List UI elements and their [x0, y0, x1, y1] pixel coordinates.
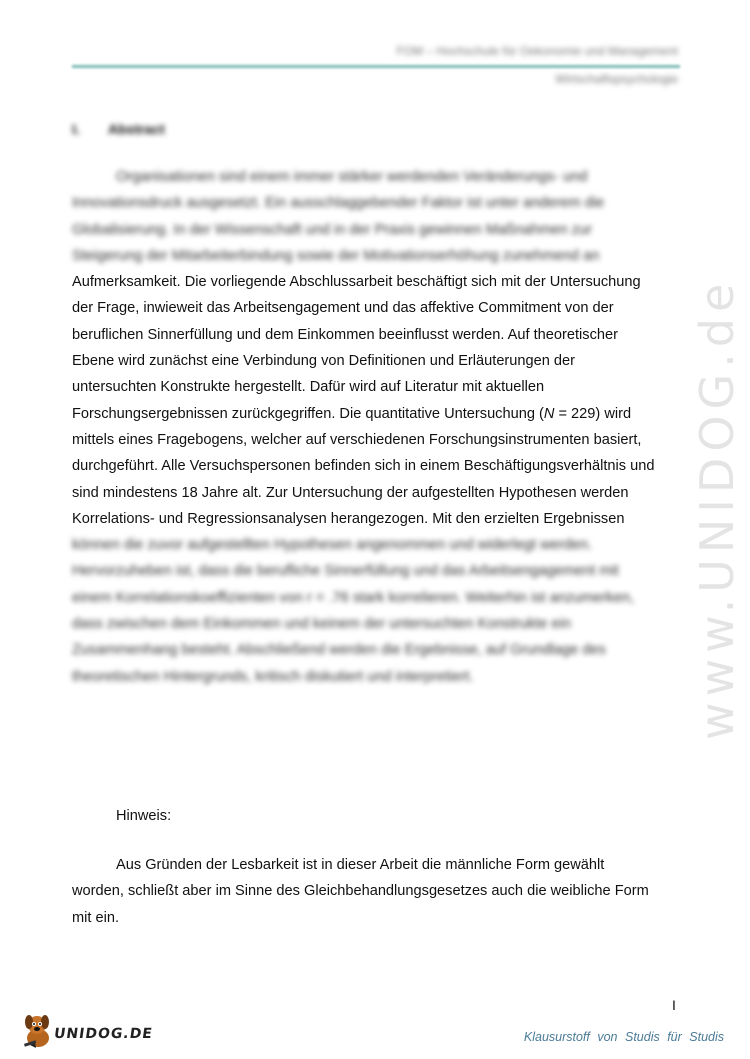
abstract-line: Aufmerksamkeit. Die vorliegende Abschlussarbeit beschäftigt sich mit der Untersuchung — [72, 274, 641, 291]
abstract-line: Globalisierung. In der Wissenschaft und in der Praxis gewinnen Maßnahmen zur — [72, 221, 592, 238]
header-rule — [72, 65, 680, 68]
section-number: I. — [72, 121, 80, 137]
abstract-line: Korrelations- und Regressionsanalysen herangezogen. Mit den erzielten Ergebnissen — [72, 510, 625, 527]
unidog-logo — [22, 1012, 162, 1052]
hint-paragraph — [72, 852, 680, 931]
sample-size-value: = 229) wird — [554, 405, 632, 422]
logo-text: UNIDOG.DE — [52, 1026, 154, 1042]
footer-slogan: Klausurstoff von Studis für Studis — [523, 1030, 724, 1044]
abstract-line: der Frage, inwieweit das Arbeitsengagement und das affektive Commitment von der — [72, 300, 614, 317]
watermark: www.UNIDOG.de — [690, 277, 744, 740]
abstract-line: beruflichen Sinnerfüllung und dem Einkommen beeinflusst werden. Auf theoretischer — [72, 326, 618, 343]
header-subject: Wirtschaftspsychologie — [555, 72, 678, 86]
sample-size-symbol: N — [543, 405, 555, 422]
abstract-line: sind mindestens 18 Jahre alt. Zur Untersuchung der aufgestellten Hypothesen werden — [72, 484, 629, 501]
section-title: Abstract — [108, 121, 165, 137]
abstract-line: Steigerung der Mitarbeiterbindung sowie der Motivationserhöhung zunehmend an — [72, 247, 600, 264]
header-institution: FOM – Hochschule für Oekonomie und Management — [396, 44, 678, 58]
abstract-line: können die zuvor aufgestellten Hypothesen angenommen und widerlegt werden. — [72, 537, 593, 554]
abstract-line: Ebene wird zunächst eine Verbindung von Definitionen und Erläuterungen der — [72, 353, 576, 370]
abstract-line: mittels eines Fragebogens, welcher auf verschiedenen Forschungsinstrumenten basiert, — [72, 431, 642, 448]
abstract-line: durchgeführt. Alle Versuchspersonen befinden sich in einem Beschäftigungsverhältnis und — [72, 458, 655, 475]
abstract-line: Organisationen sind einem immer stärker werdenden Veränderungs- und — [116, 169, 588, 185]
page-number: I — [672, 997, 676, 1013]
abstract-line: Hervorzuheben ist, dass die berufliche Sinnerfüllung und das Arbeitsengagement mit — [72, 563, 619, 580]
dog-mascot-icon — [22, 1012, 56, 1050]
abstract-line: einem Korrelationskoeffizienten von r = .76 stark korrelieren. Weiterhin ist anzumerken, — [72, 589, 634, 606]
abstract-line: Zusammenhang besteht. Abschließend werden die Ergebnisse, auf Grundlage des — [72, 642, 606, 659]
abstract-line: Innovationsdruck ausgesetzt. Ein ausschlaggebender Faktor ist unter anderem die — [72, 195, 605, 212]
abstract-line: theoretischen Hintergrunds, kritisch diskutiert und interpretiert. — [72, 668, 474, 685]
abstract-line-sample — [72, 401, 680, 427]
abstract-line: untersuchten Konstrukte hergestellt. Dafür wird auf Literatur mit aktuellen — [72, 379, 545, 396]
abstract-line-sample-start: Forschungsergebnissen zurückgegriffen. Die quantitative Untersuchung ( — [72, 405, 544, 422]
abstract-paragraph — [72, 164, 680, 690]
hint-label: Hinweis: — [116, 808, 172, 824]
hint-line: mit ein. — [72, 909, 120, 926]
abstract-line: dass zwischen dem Einkommen und keinem der untersuchten Konstrukte ein — [72, 616, 571, 633]
hint-line: Aus Gründen der Lesbarkeit ist in dieser Arbeit die männliche Form gewählt — [116, 857, 605, 873]
section-heading — [72, 121, 165, 137]
hint-line: worden, schließt aber im Sinne des Gleichbehandlungsgesetzes auch die weibliche Form — [72, 883, 649, 900]
